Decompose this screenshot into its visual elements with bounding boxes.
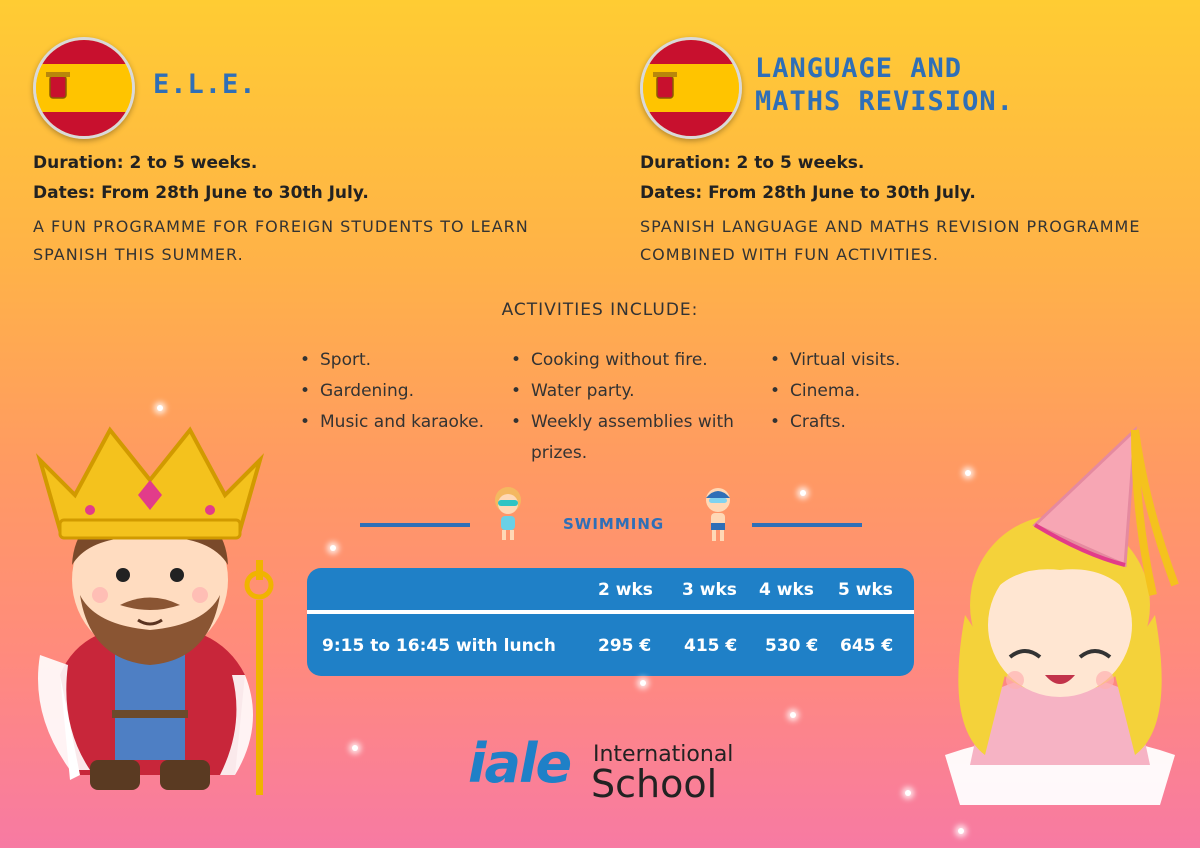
table-cell: 645 €: [840, 636, 894, 656]
swimmer-girl-icon: [490, 484, 526, 546]
ele-description: A FUN PROGRAMME FOR FOREIGN STUDENTS TO LEARN SPANISH THIS SUMMER.: [33, 217, 529, 264]
list-item-continuation: prizes.: [531, 443, 588, 463]
swimmer-boy-icon: [700, 484, 736, 548]
list-item: • Cinema.: [768, 376, 900, 407]
table-cell: 530 €: [765, 636, 819, 656]
list-item: • Virtual visits.: [768, 345, 900, 376]
list-item: • Weekly assemblies with: [509, 407, 734, 438]
logo-text-school: School: [591, 762, 718, 806]
list-item: • Crafts.: [768, 407, 900, 438]
table-header: 4 wks: [759, 580, 814, 600]
program-title-revision: LANGUAGE AND MATHS REVISION.: [755, 53, 1014, 117]
activities-list-col2: [509, 345, 734, 469]
spain-flag-icon: [33, 37, 135, 139]
princess-illustration: [925, 425, 1195, 814]
sparkle-decoration: [640, 680, 646, 686]
sparkle-decoration: [790, 712, 796, 718]
spain-flag-icon: [640, 37, 742, 139]
sparkle-decoration: [905, 790, 911, 796]
activities-list-col3: [768, 345, 900, 438]
king-illustration: [20, 425, 280, 814]
list-item: • Gardening.: [298, 376, 484, 407]
activities-title: ACTIVITIES INCLUDE:: [501, 300, 699, 320]
logo-mark: iale: [468, 732, 571, 795]
sparkle-decoration: [157, 405, 163, 411]
table-header: 3 wks: [682, 580, 737, 600]
list-item: • Sport.: [298, 345, 484, 376]
table-row-label: 9:15 to 16:45 with lunch: [322, 636, 556, 656]
ele-duration: Duration: 2 to 5 weeks.: [33, 153, 258, 173]
list-item: • Cooking without fire.: [509, 345, 734, 376]
revision-description: SPANISH LANGUAGE AND MATHS REVISION PROGRAMME COMBINED WITH FUN ACTIVITIES.: [640, 217, 1141, 264]
divider-right: [752, 523, 862, 527]
swimming-label: SWIMMING: [563, 515, 665, 533]
ele-dates: Dates: From 28th June to 30th July.: [33, 183, 369, 203]
sparkle-decoration: [330, 545, 336, 551]
pricing-table: [307, 568, 914, 676]
revision-dates: Dates: From 28th June to 30th July.: [640, 183, 976, 203]
sparkle-decoration: [800, 490, 806, 496]
sparkle-decoration: [965, 470, 971, 476]
revision-duration: Duration: 2 to 5 weeks.: [640, 153, 865, 173]
list-item: • Water party.: [509, 376, 734, 407]
table-cell: 295 €: [598, 636, 652, 656]
sparkle-decoration: [958, 828, 964, 834]
activities-list-col1: [298, 345, 484, 438]
table-cell: 415 €: [684, 636, 738, 656]
program-title-ele: E.L.E.: [153, 69, 257, 100]
table-separator: [307, 610, 914, 614]
logo-text-international: International: [593, 742, 734, 767]
table-header: 5 wks: [838, 580, 893, 600]
divider-left: [360, 523, 470, 527]
sparkle-decoration: [352, 745, 358, 751]
table-header: 2 wks: [598, 580, 653, 600]
list-item: • Music and karaoke.: [298, 407, 484, 438]
